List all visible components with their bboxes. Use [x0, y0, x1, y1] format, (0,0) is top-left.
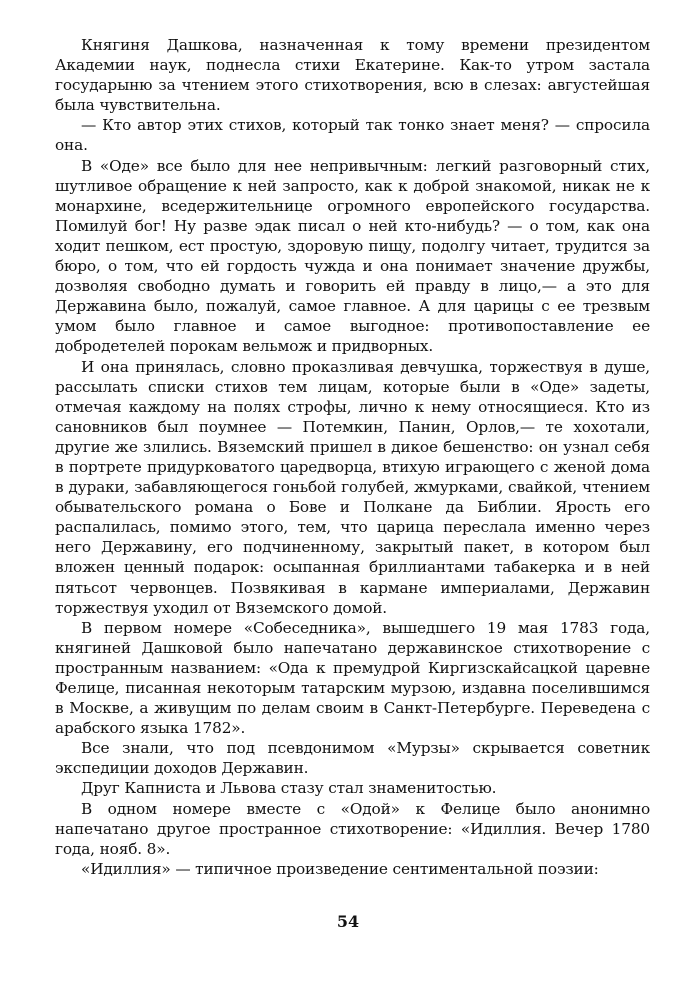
paragraph: В первом номере «Собеседника», вышедшего 19 мая 1783 года, княгиней Дашковой было напечатано державинское стихотворение с пространным названием: «Ода к премудрой Киргизскайсацкой царевне Фелице, писанная некоторым татарским мурзою, издавна поселившимся в Москве, а живущим по делам своим в Санкт-Петербурге. Переведена с арабского языка 1782».	[55, 618, 650, 738]
paragraph: «Идиллия» — типичное произведение сентиментальной поэзии:	[81, 859, 599, 878]
paragraph: В «Оде» все было для нее непривычным: легкий разговорный стих, шутливое обращение к ней запросто, как к доброй знакомой, никак не к монархине, вседержительнице огромного европейского государства. Помилуй бог! Ну разве эдак писал о ней кто-нибудь? — о том, как она ходит пешком, ест простую, здоровую пищу, подолгу читает, трудится за бюро, о том, что ей гордость чужда и она понимает значение дружбы, дозволяя свободно думать и говорить ей правду в лицо,— а это для Державина было, пожалуй, самое главное. А для царицы с ее трезвым умом было главное и самое выгодное: противопоставление ее добродетелей порокам вельмож и придворных.	[55, 156, 650, 356]
paragraph: В одном номере вместе с «Одой» к Фелице было анонимно напечатано другое пространное стихотворение: «Идиллия. Вечер 1780 года, нояб. 8».	[55, 799, 650, 858]
paragraph: Все знали, что под псевдонимом «Мурзы» скрывается советник экспедиции доходов Державин.	[55, 739, 650, 778]
paragraph: — Кто автор этих стихов, который так тонко знает меня? — спросила она.	[55, 116, 650, 155]
book-page-text	[55, 35, 650, 879]
paragraph: Друг Капниста и Львова стазу стал знаменитостью.	[81, 779, 497, 798]
paragraph: И она принялась, словно проказливая девчушка, торжествуя в душе, рассылать списки стихов тем лицам, которые были в «Оде» задеты, отмечая каждому на полях строфы, лично к нему относящиеся. Кто из сановников был поумнее — Потемкин, Панин, Орлов,— те хохотали, другие же злились. Вяземский пришел в дикое бешенство: он узнал себя в портрете придурковатого царедворца, втихую играющего с женой дома в дураки, забавляющегося гоньбой голубей, жмурками, свайкой, чтением обывательского романа о Бове и Полкане да Библии. Ярость его распалилась, помимо этого, тем, что царица переслала именно через него Державину, его подчиненному, закрытый пакет, в котором был вложен ценный подарок: осыпанная бриллиантами табакерка и в ней пятьсот червонцев. Позвякивая в кармане империалами, Державин торжествуя уходил от Вяземского домой.	[55, 357, 650, 617]
paragraph: Княгиня Дашкова, назначенная к тому времени президентом Академии наук, поднесла стихи Екатерине. Как-то утром застала государыню за чтением этого стихотворения, всю в слезах: августейшая была чувствительна.	[55, 36, 650, 115]
page-number: 54	[336, 912, 360, 931]
